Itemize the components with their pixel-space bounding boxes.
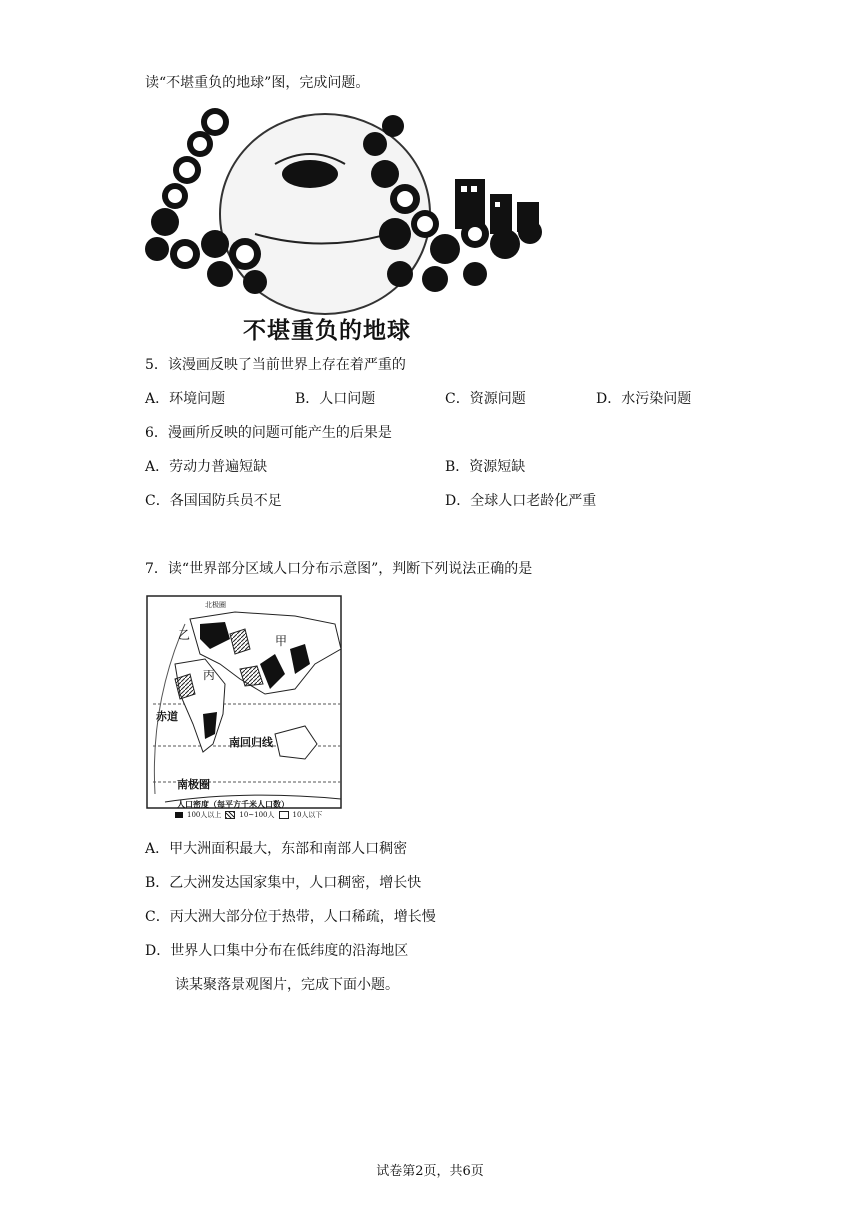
q5-stem: 5．该漫画反映了当前世界上存在着严重的 [145, 357, 406, 373]
intro-text: 读“不堪重负的地球”图，完成问题。 [145, 75, 370, 91]
q7-option-b[interactable]: B．乙大洲发达国家集中，人口稠密，增长快 [145, 875, 422, 891]
q6-option-b[interactable]: B．资源短缺 [445, 459, 526, 475]
q5-option-b[interactable]: B．人口问题 [295, 391, 376, 407]
legend-label-low: 10人以下 [292, 811, 323, 819]
q5-option-d[interactable]: D．水污染问题 [596, 391, 692, 407]
legend-title: 人口密度（每平方千米人口数） [177, 799, 289, 809]
legend-swatch-mid [225, 811, 235, 819]
q5-option-a[interactable]: A．环境问题 [145, 391, 226, 407]
q7-option-c[interactable]: C．丙大洲大部分位于热带，人口稀疏，增长慢 [145, 909, 436, 925]
legend-label-mid: 10~100人 [239, 811, 275, 819]
cartoon-drawing [145, 104, 545, 340]
q6-option-c[interactable]: C．各国国防兵员不足 [145, 493, 282, 509]
label-tropic: 南回归线 [229, 736, 273, 749]
q5-option-c[interactable]: C．资源问题 [445, 391, 526, 407]
q6-option-d[interactable]: D．全球人口老龄化严重 [445, 493, 597, 509]
legend-row [175, 810, 322, 820]
next-section-intro: 读某聚落景观图片，完成下面小题。 [175, 977, 399, 993]
q7-option-a[interactable]: A．甲大洲面积最大，东部和南部人口稠密 [145, 841, 408, 857]
q7-option-d[interactable]: D．世界人口集中分布在低纬度的沿海地区 [145, 943, 409, 959]
label-arctic: 北极圈 [205, 601, 226, 609]
label-antarctic: 南极圈 [177, 778, 210, 791]
legend-swatch-high [175, 812, 183, 818]
label-equator: 赤道 [156, 710, 178, 723]
q7-stem: 7．读“世界部分区域人口分布示意图”，判断下列说法正确的是 [145, 561, 533, 577]
legend-swatch-low [279, 811, 289, 819]
label-bing: 丙 [203, 668, 216, 682]
page-footer: 试卷第2页，共6页 [376, 1164, 484, 1179]
label-yi: 乙 [178, 628, 191, 642]
label-jia: 甲 [275, 634, 288, 648]
population-distribution-map [145, 594, 345, 824]
overloaded-earth-cartoon [145, 104, 545, 344]
legend-label-high: 100人以上 [187, 811, 222, 819]
cartoon-caption: 不堪重负的地球 [243, 318, 411, 344]
q6-option-a[interactable]: A．劳动力普遍短缺 [145, 459, 268, 475]
q6-stem: 6．漫画所反映的问题可能产生的后果是 [145, 425, 392, 441]
